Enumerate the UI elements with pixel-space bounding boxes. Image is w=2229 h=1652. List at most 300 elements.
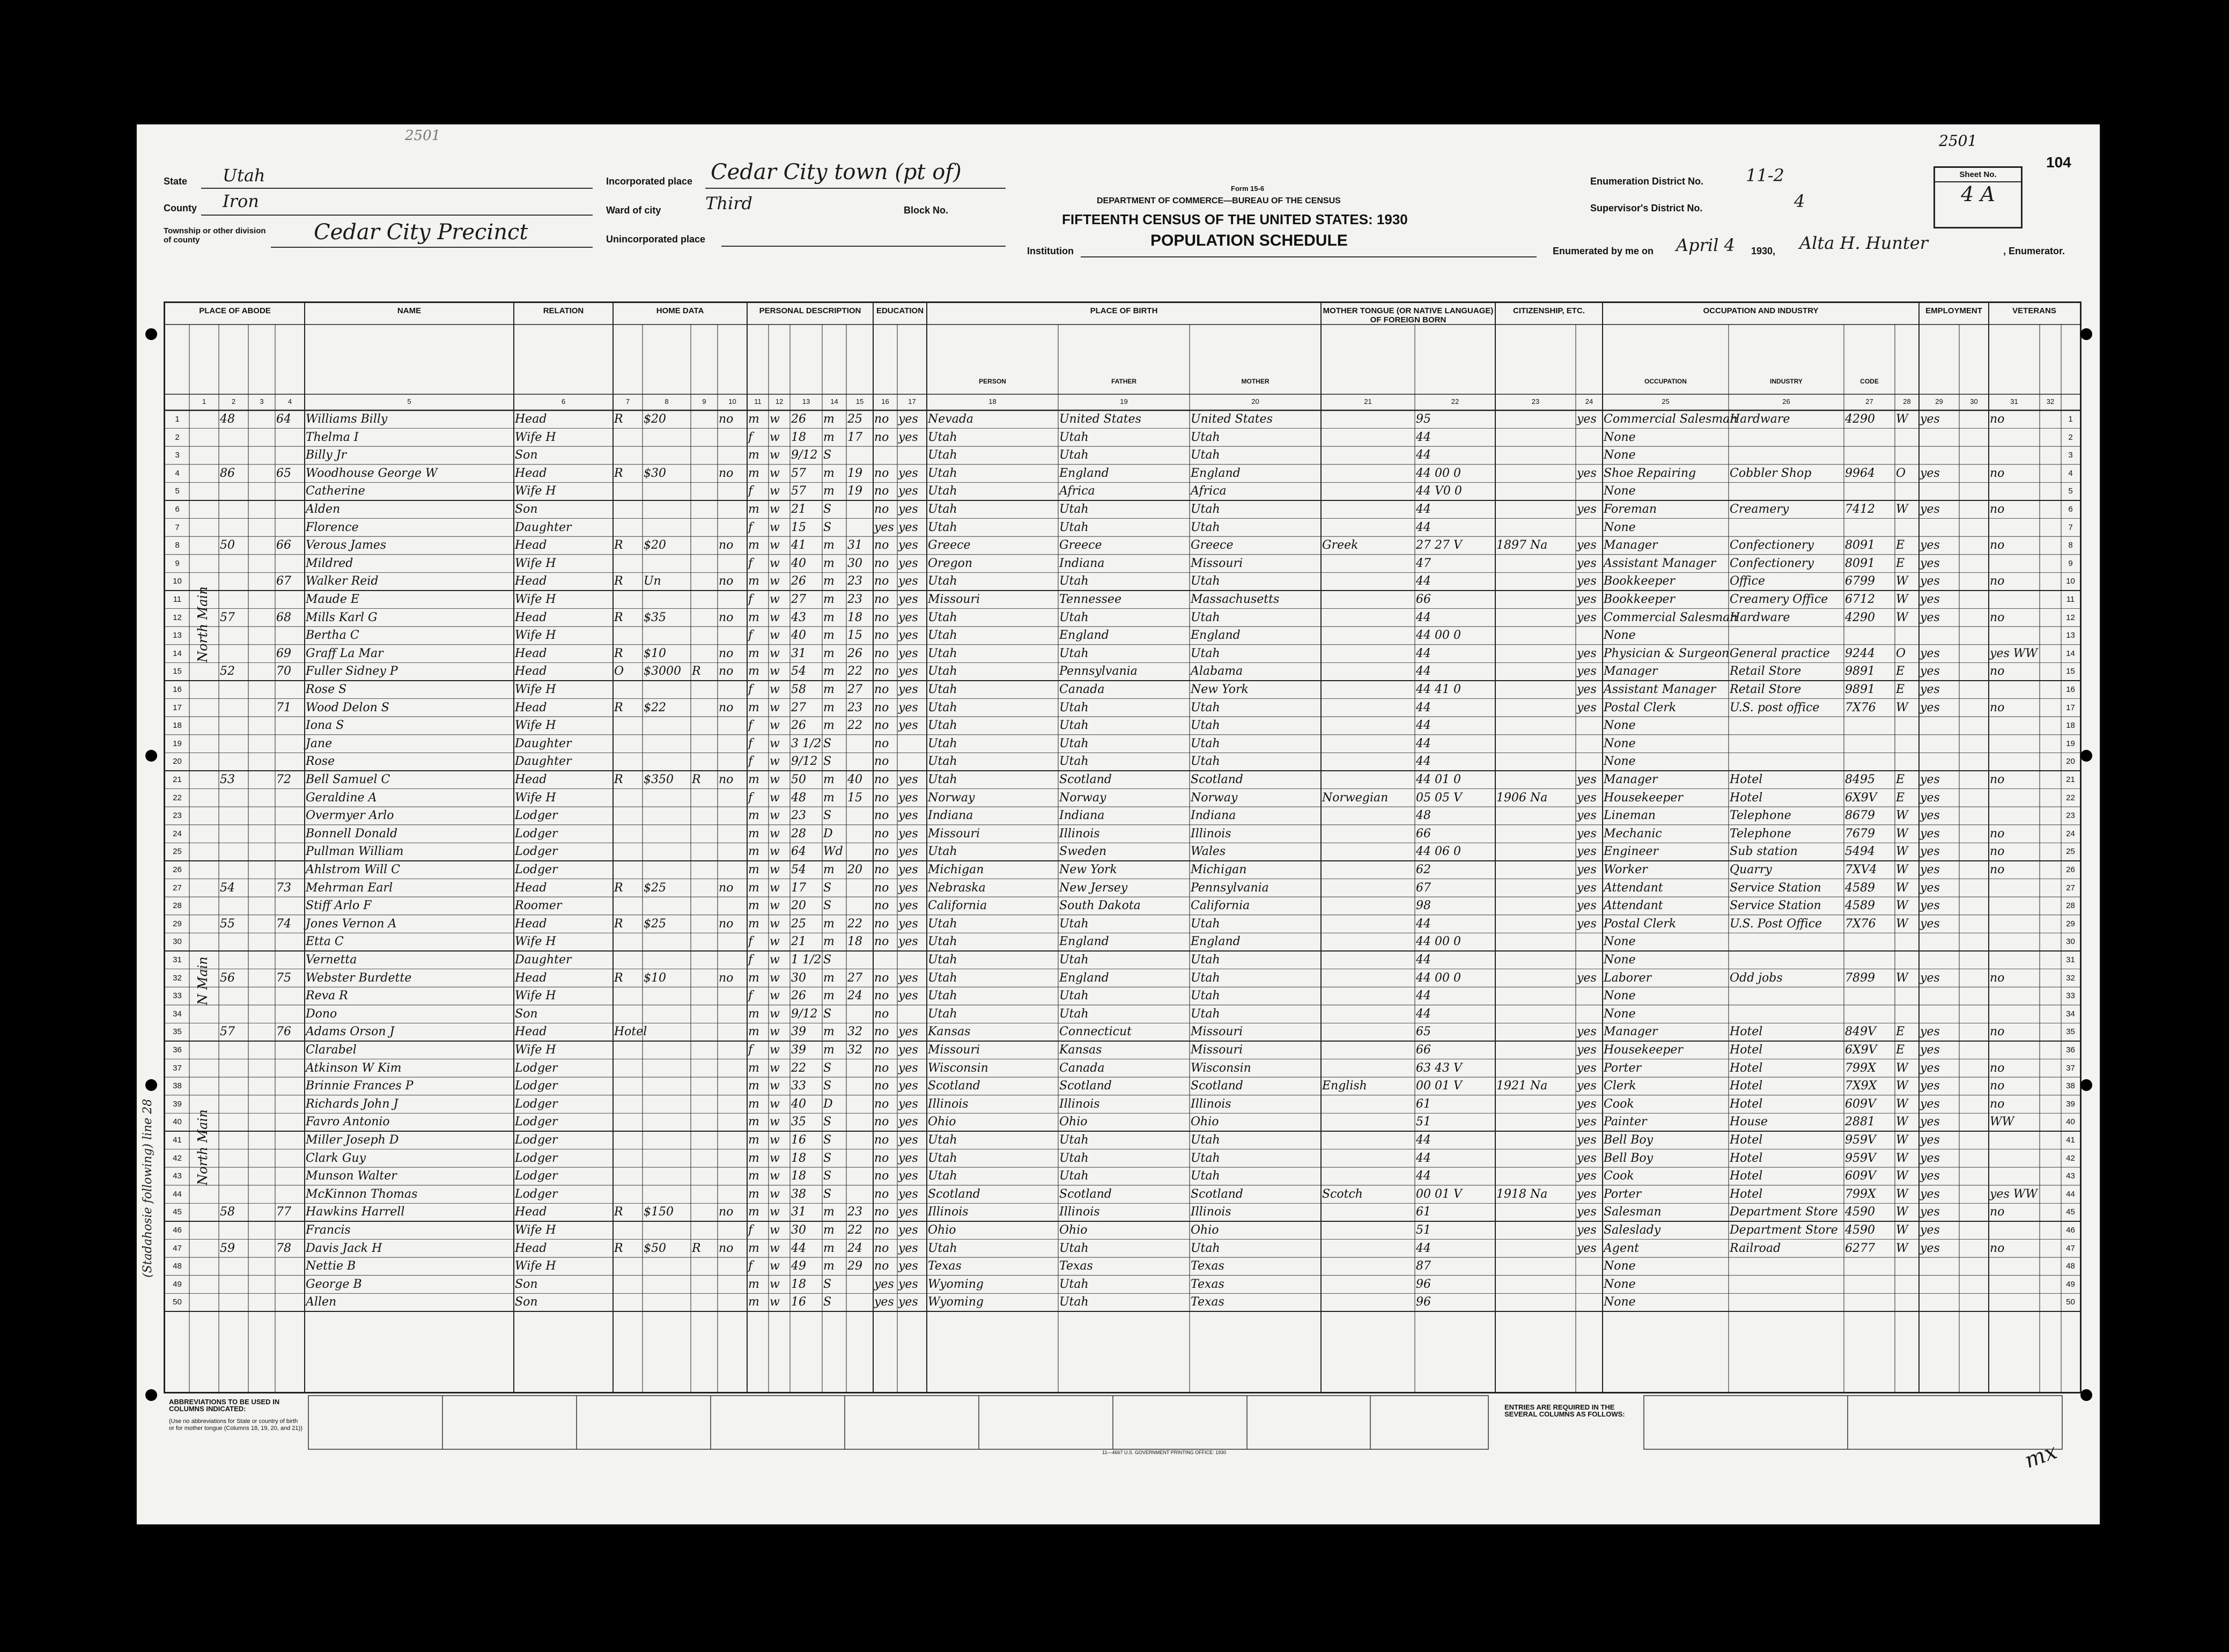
cell-sex: m <box>748 971 759 985</box>
cell-emp: yes <box>1577 539 1597 552</box>
cell-val: Un <box>644 574 661 588</box>
cell-age: 40 <box>791 556 806 570</box>
cell-ms: S <box>823 736 832 750</box>
cell-sch: no <box>874 1043 889 1057</box>
cell-ms: S <box>823 1295 832 1309</box>
cell-race: w <box>770 484 780 498</box>
cell-rel: Head <box>515 1025 547 1039</box>
block-label: Block No. <box>904 205 949 216</box>
cell-own: R <box>614 773 623 786</box>
cell-emp: yes <box>1577 610 1597 624</box>
cell-age: 25 <box>791 917 806 931</box>
cell-fb: Utah <box>1059 1133 1089 1147</box>
cell-code: 67 <box>1416 881 1431 895</box>
enumerated-label: Enumerated by me on <box>1553 246 1654 256</box>
cell-race: w <box>770 1295 780 1309</box>
cell-fb: Utah <box>1059 448 1089 462</box>
cell-age: 48 <box>791 791 806 805</box>
cell-occ: None <box>1604 953 1636 967</box>
cell-ms: S <box>823 1277 832 1291</box>
cell-race: w <box>770 629 780 643</box>
cell-race: w <box>770 773 780 786</box>
cell-val: $25 <box>644 917 666 931</box>
row-number: 2 <box>175 432 180 442</box>
cell-own: R <box>614 700 623 714</box>
cell-emp: yes <box>1577 412 1597 426</box>
cell-am: 27 <box>847 683 862 696</box>
township-line <box>271 247 593 248</box>
cell-lit: yes <box>898 1277 918 1291</box>
column-number: 14 <box>830 397 838 405</box>
cell-rel: Head <box>515 917 547 931</box>
cell-cw: W <box>1896 503 1908 516</box>
cell-cw: W <box>1896 1061 1908 1075</box>
table-row <box>165 1041 2080 1059</box>
cell-ms: m <box>823 484 835 498</box>
cell-ms: Wd <box>823 845 843 859</box>
cell-age: 31 <box>791 646 806 660</box>
cell-ms: m <box>823 574 835 588</box>
cell-emp: yes <box>1577 917 1597 931</box>
cell-age: 64 <box>791 845 806 859</box>
census-table <box>164 301 2082 1393</box>
cell-race: w <box>770 520 780 534</box>
column-number: 27 <box>1865 397 1873 405</box>
cell-mb: Scotland <box>1191 1187 1243 1201</box>
cell-fam: 75 <box>276 971 291 985</box>
cell-lit: yes <box>898 1151 918 1165</box>
row-number: 50 <box>173 1297 182 1307</box>
cell-sch: no <box>874 1151 889 1165</box>
cell-lit: yes <box>898 917 918 931</box>
cell-mb: Pennsylvania <box>1191 881 1269 895</box>
row-number: 28 <box>173 901 182 911</box>
cell-vet: no <box>1990 971 2005 985</box>
cell-rel: Wife H <box>515 629 556 643</box>
cell-rel: Wife H <box>515 683 556 696</box>
cell-occ: Housekeeper <box>1604 1043 1683 1057</box>
cell-am: 22 <box>847 917 862 931</box>
cell-fb: Connecticut <box>1059 1025 1132 1039</box>
table-row <box>165 662 2080 681</box>
cell-age: 9/12 <box>791 448 818 462</box>
cell-own: Hotel <box>614 1025 647 1039</box>
cell-cw: W <box>1896 971 1908 985</box>
cell-lit: yes <box>898 1097 918 1111</box>
table-row <box>165 861 2080 879</box>
cell-sex: m <box>748 1007 759 1021</box>
cell-sex: m <box>748 1097 759 1111</box>
cell-sex: f <box>748 755 753 769</box>
table-row <box>165 1167 2080 1185</box>
row-number: 5 <box>2068 486 2073 496</box>
cell-ic: 7X76 <box>1845 917 1876 931</box>
cell-sex: f <box>748 556 753 570</box>
cell-sex: f <box>748 989 753 1003</box>
cell-ind: Cobbler Shop <box>1730 466 1812 480</box>
cell-mb: Norway <box>1191 791 1238 805</box>
cell-lit: yes <box>898 484 918 498</box>
cell-sex: m <box>748 1277 759 1291</box>
cell-sex: m <box>748 448 759 462</box>
cell-code: 44 <box>1416 503 1431 516</box>
cell-race: w <box>770 845 780 859</box>
cell-vet: no <box>1990 700 2005 714</box>
cell-age: 31 <box>791 1205 806 1219</box>
cell-lit: yes <box>898 1133 918 1147</box>
table-row <box>165 771 2080 789</box>
cell-pb: Utah <box>928 503 957 516</box>
cell-race: w <box>770 574 780 588</box>
cell-lit: yes <box>898 1241 918 1255</box>
cell-mb: Utah <box>1191 736 1220 750</box>
table-row <box>165 987 2080 1005</box>
cell-own: R <box>614 881 623 895</box>
cell-occ: Commercial Salesman <box>1604 610 1738 624</box>
cell-age: 18 <box>791 1151 806 1165</box>
row-number: 22 <box>2066 793 2075 802</box>
cell-fb: Africa <box>1059 484 1095 498</box>
cell-pb: Oregon <box>928 556 973 570</box>
row-number: 9 <box>2068 558 2073 568</box>
cell-ms: m <box>823 773 835 786</box>
cell-sex: f <box>748 593 753 606</box>
cell-rel: Son <box>515 1295 538 1309</box>
cell-pb: Nebraska <box>928 881 986 895</box>
cell-fb: Utah <box>1059 1169 1089 1183</box>
cell-val: $350 <box>644 773 674 786</box>
cell-fam: 68 <box>276 610 291 624</box>
cell-ic: 4290 <box>1845 610 1875 624</box>
stamp-number: 2501 <box>1939 132 1977 150</box>
row-number: 18 <box>173 721 182 731</box>
column-number: 12 <box>775 397 784 405</box>
cell-occ: Mechanic <box>1604 827 1662 840</box>
cell-lit: yes <box>898 881 918 895</box>
cell-pb: Utah <box>928 719 957 733</box>
cell-ic: 9891 <box>1845 665 1875 678</box>
cell-vet: yes WW <box>1990 1187 2038 1201</box>
column-group-10: EMPLOYMENT <box>1925 306 1982 315</box>
cell-name: Rose <box>306 755 335 769</box>
cell-sch: no <box>874 1133 889 1147</box>
cell-occ: Attendant <box>1604 899 1663 913</box>
cell-code: 47 <box>1416 556 1431 570</box>
cell-ic: 8091 <box>1845 539 1875 552</box>
cell-sex: m <box>748 1061 759 1075</box>
cell-vet: no <box>1990 503 2005 516</box>
cell-code: 44 <box>1416 646 1431 660</box>
cell-fb: Greece <box>1059 539 1102 552</box>
cell-race: w <box>770 1007 780 1021</box>
cell-age: 28 <box>791 827 806 840</box>
cell-emp: yes <box>1577 1097 1597 1111</box>
cell-sch: no <box>874 574 889 588</box>
cell-sex: m <box>748 845 759 859</box>
cell-code: 51 <box>1416 1115 1431 1129</box>
incorporated-label: Incorporated place <box>606 176 693 187</box>
cell-tongue: English <box>1322 1079 1367 1093</box>
cell-occ: Clerk <box>1604 1079 1636 1093</box>
cell-own: R <box>614 574 623 588</box>
cell-lit: yes <box>898 791 918 805</box>
cell-cw: W <box>1896 1241 1908 1255</box>
cell-age: 1 1/2 <box>791 953 822 967</box>
column-number: 2 <box>231 397 236 405</box>
cell-tongue: Scotch <box>1322 1187 1363 1201</box>
cell-sex: m <box>748 1205 759 1219</box>
cell-name: Miller Joseph D <box>306 1133 399 1147</box>
cell-occ: Engineer <box>1604 845 1659 859</box>
cell-sex: m <box>748 466 759 480</box>
cell-cw: W <box>1896 1187 1908 1201</box>
cell-race: w <box>770 1277 780 1291</box>
cell-mb: Massachusetts <box>1191 593 1280 606</box>
cell-occ: Porter <box>1604 1187 1642 1201</box>
table-row <box>165 969 2080 987</box>
column-number: 25 <box>1662 397 1670 405</box>
cell-mb: England <box>1191 935 1241 949</box>
cell-sex: f <box>748 520 753 534</box>
cell-mb: Wales <box>1191 845 1226 859</box>
cell-mb: Illinois <box>1191 1097 1231 1111</box>
cell-ic: 4589 <box>1845 881 1875 895</box>
table-row <box>165 951 2080 969</box>
cell-lit: yes <box>898 539 918 552</box>
cell-pb: Missouri <box>928 593 980 606</box>
cell-emp: yes <box>1577 646 1597 660</box>
row-number: 23 <box>173 811 182 821</box>
cell-ind: Hardware <box>1730 412 1790 426</box>
cell-lit: yes <box>898 683 918 696</box>
cell-ms: S <box>823 1115 832 1129</box>
cell-wk: yes <box>1920 773 1940 786</box>
cell-sex: m <box>748 646 759 660</box>
cell-ms: m <box>823 665 835 678</box>
cell-farm: no <box>719 665 734 678</box>
cell-race: w <box>770 863 780 876</box>
cell-age: 57 <box>791 484 806 498</box>
table-row <box>165 1005 2080 1023</box>
cell-fb: Utah <box>1059 953 1089 967</box>
cell-wk: yes <box>1920 899 1940 913</box>
cell-rel: Daughter <box>515 953 572 967</box>
cell-pb: Utah <box>928 1007 957 1021</box>
cell-ind: Service Station <box>1730 881 1821 895</box>
row-number: 30 <box>2066 937 2075 947</box>
cell-name: Atkinson W Kim <box>306 1061 402 1075</box>
cell-name: Catherine <box>306 484 365 498</box>
cell-ms: S <box>823 1187 832 1201</box>
cell-ms: S <box>823 520 832 534</box>
cell-ind: Odd jobs <box>1730 971 1783 985</box>
cell-age: 58 <box>791 683 806 696</box>
row-number: 28 <box>2066 901 2075 911</box>
cell-fb: Scotland <box>1059 1079 1112 1093</box>
cell-name: Jones Vernon A <box>306 917 397 931</box>
cell-fb: England <box>1059 629 1109 643</box>
cell-ms: m <box>823 539 835 552</box>
row-number: 19 <box>2066 739 2075 748</box>
cell-lit: yes <box>898 503 918 516</box>
column-number: 17 <box>908 397 916 405</box>
cell-mb: Illinois <box>1191 1205 1231 1219</box>
row-number: 19 <box>173 739 182 748</box>
row-number: 13 <box>173 631 182 640</box>
cell-fb: Ohio <box>1059 1223 1088 1237</box>
cell-fb: Scotland <box>1059 1187 1112 1201</box>
cell-name: Fuller Sidney P <box>306 665 398 678</box>
cell-farm: no <box>719 971 734 985</box>
row-number: 20 <box>173 757 182 766</box>
cell-mb: Utah <box>1191 700 1220 714</box>
cell-fb: Sweden <box>1059 845 1107 859</box>
cell-ind: Hotel <box>1730 791 1763 805</box>
cell-ic: 9964 <box>1845 466 1875 480</box>
cell-code: 98 <box>1416 899 1431 913</box>
cell-occ: Salesman <box>1604 1205 1662 1219</box>
cell-ms: m <box>823 610 835 624</box>
cell-cw: W <box>1896 1079 1908 1093</box>
cell-occ: Lineman <box>1604 809 1656 823</box>
cell-fb: Scotland <box>1059 773 1112 786</box>
cell-name: Etta C <box>306 935 344 949</box>
cell-race: w <box>770 755 780 769</box>
cell-mb: Utah <box>1191 1007 1220 1021</box>
cell-emp: yes <box>1577 881 1597 895</box>
cell-wk: yes <box>1920 646 1940 660</box>
cell-lit: yes <box>898 430 918 444</box>
cell-own: R <box>614 412 623 426</box>
cell-ms: m <box>823 593 835 606</box>
enumerated-year: 1930, <box>1751 246 1776 256</box>
cell-house: 50 <box>220 539 235 552</box>
table-row <box>165 1113 2080 1131</box>
cell-race: w <box>770 448 780 462</box>
cell-am: 15 <box>847 791 862 805</box>
cell-race: w <box>770 700 780 714</box>
table-row <box>165 519 2080 537</box>
row-number: 25 <box>2066 847 2075 857</box>
row-number: 22 <box>173 793 182 802</box>
cell-wk: yes <box>1920 1079 1940 1093</box>
cell-mb: Scotland <box>1191 1079 1243 1093</box>
cell-val: $3000 <box>644 665 681 678</box>
cell-rel: Daughter <box>515 755 572 769</box>
cell-mb: Texas <box>1191 1295 1224 1309</box>
cell-pb: Norway <box>928 791 975 805</box>
cell-code: 44 06 0 <box>1416 845 1461 859</box>
table-row <box>165 482 2080 500</box>
table-row <box>165 753 2080 771</box>
cell-own: R <box>614 1241 623 1255</box>
cell-ms: D <box>823 827 833 840</box>
cell-race: w <box>770 539 780 552</box>
cell-mb: Africa <box>1191 484 1227 498</box>
cell-fb: South Dakota <box>1059 899 1141 913</box>
cell-sex: m <box>748 917 759 931</box>
cell-emp: yes <box>1577 1115 1597 1129</box>
cell-rel: Lodger <box>515 809 558 823</box>
row-number: 20 <box>2066 757 2075 766</box>
cell-code: 96 <box>1416 1295 1431 1309</box>
cell-own: R <box>614 971 623 985</box>
cell-ic: 6712 <box>1845 593 1875 606</box>
cell-sex: f <box>748 484 753 498</box>
cell-ic: 609V <box>1845 1097 1876 1111</box>
row-number: 11 <box>2066 595 2075 604</box>
cell-ms: S <box>823 1079 832 1093</box>
cell-occ: Foreman <box>1604 503 1657 516</box>
cell-rel: Lodger <box>515 1169 558 1183</box>
cell-sex: f <box>748 430 753 444</box>
cell-lit: yes <box>898 1043 918 1057</box>
cell-rel: Lodger <box>515 863 558 876</box>
cell-rel: Wife H <box>515 1043 556 1057</box>
cell-sch: no <box>874 1187 889 1201</box>
cell-house: 57 <box>220 610 235 624</box>
cell-name: Mehrman Earl <box>306 881 393 895</box>
cell-race: w <box>770 1097 780 1111</box>
cell-name: Nettie B <box>306 1259 356 1273</box>
cell-am: 32 <box>847 1025 862 1039</box>
cell-fb: Norway <box>1059 791 1106 805</box>
cell-ms: m <box>823 971 835 985</box>
cell-name: Walker Reid <box>306 574 379 588</box>
table-row <box>165 1131 2080 1149</box>
cell-vet: no <box>1990 610 2005 624</box>
cell-vet: no <box>1990 466 2005 480</box>
cell-wk: yes <box>1920 881 1940 895</box>
cell-age: 54 <box>791 665 806 678</box>
table-row <box>165 807 2080 825</box>
cell-wk: yes <box>1920 1205 1940 1219</box>
cell-emp: yes <box>1577 899 1597 913</box>
row-number: 46 <box>2066 1226 2075 1235</box>
cell-mb: Ohio <box>1191 1115 1219 1129</box>
cell-ind: U.S. post office <box>1730 700 1820 714</box>
row-number: 39 <box>173 1099 182 1109</box>
cell-ic: 5494 <box>1845 845 1875 859</box>
cell-emp: yes <box>1577 466 1597 480</box>
cell-sch: no <box>874 629 889 643</box>
cell-occ: Bell Boy <box>1604 1151 1654 1165</box>
cell-sch: no <box>874 610 889 624</box>
cell-own: O <box>614 665 624 678</box>
entries-title: ENTRIES ARE REQUIRED IN THE SEVERAL COLUMNS AS FOLLOWS: <box>1504 1403 1625 1418</box>
cell-sex: f <box>748 1223 753 1237</box>
cell-emp: yes <box>1577 809 1597 823</box>
cell-fam: 76 <box>276 1025 291 1039</box>
cell-rel: Head <box>515 1205 547 1219</box>
cell-cit: 1921 Na <box>1496 1079 1548 1093</box>
cell-ind: Hotel <box>1730 1151 1763 1165</box>
cell-am: 32 <box>847 1043 862 1057</box>
row-number: 36 <box>2066 1045 2075 1054</box>
cell-code: 66 <box>1416 1043 1431 1057</box>
row-number: 15 <box>173 667 182 676</box>
row-number: 30 <box>173 937 182 947</box>
column-number: 10 <box>728 397 736 405</box>
cell-race: w <box>770 412 780 426</box>
cell-ic: 9891 <box>1845 683 1875 696</box>
cell-farm: no <box>719 881 734 895</box>
incorporated-value: Cedar City town (pt of) <box>711 160 962 185</box>
cell-name: Bell Samuel C <box>306 773 390 786</box>
cell-rel: Lodger <box>515 827 558 840</box>
row-number: 4 <box>2068 468 2073 478</box>
cell-race: w <box>770 1079 780 1093</box>
